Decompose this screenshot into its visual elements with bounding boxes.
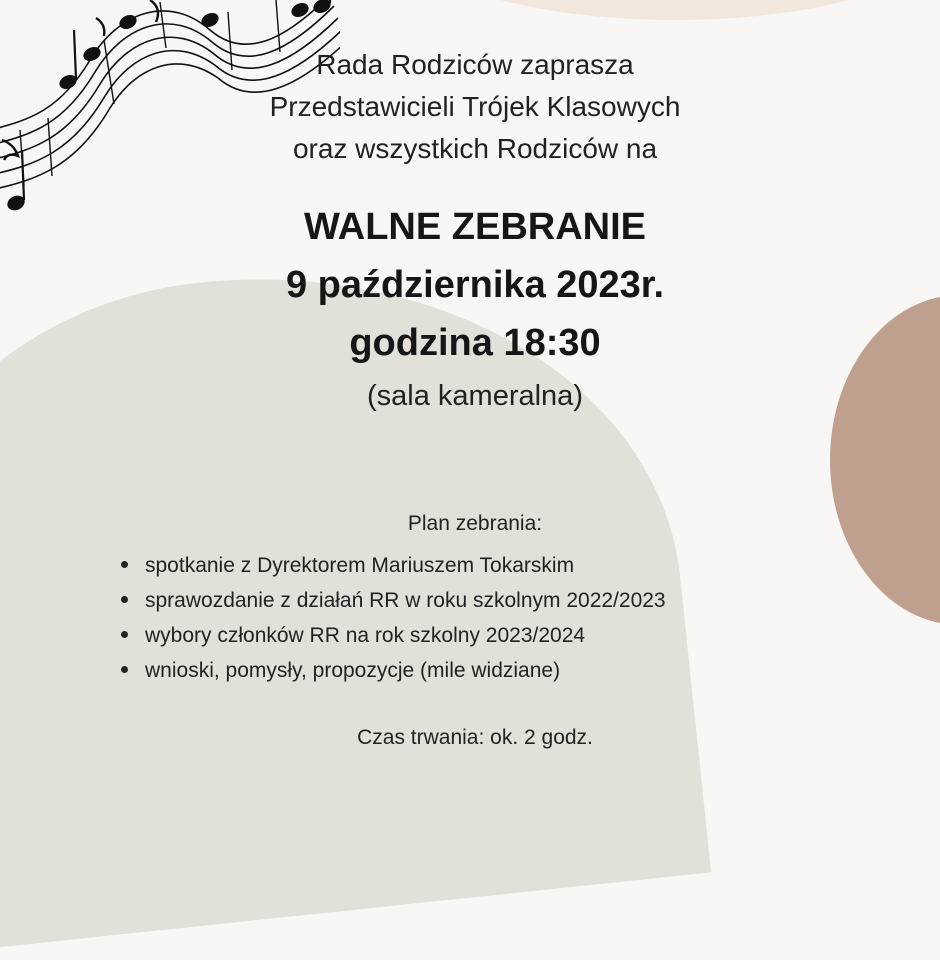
invitation-line-2: Przedstawicieli Trójek Klasowych [269,91,681,122]
duration-text: Czas trwania: ok. 2 godz. [357,726,593,749]
plan-title: Plan zebrania: [407,512,543,535]
agenda-item-text: wybory członków RR na rok szkolny 2023/2024 [145,624,586,647]
agenda-item-text: spotkanie z Dyrektorem Mariuszem Tokarskim [145,554,575,577]
invitation-line-1: Rada Rodziców zaprasza [316,49,634,80]
agenda-item [118,583,666,618]
bullet-icon [121,631,128,638]
event-title: WALNE ZEBRANIE [304,206,646,248]
bullet-icon [121,561,128,568]
background-blob-top [405,0,940,20]
invitation-block [0,44,940,170]
event-location: (sala kameralna) [367,380,583,412]
event-date: 9 października 2023r. [285,264,665,306]
agenda-item [118,653,666,688]
bullet-icon [121,666,128,673]
bullet-icon [121,596,128,603]
agenda-item-text: wnioski, pomysły, propozycje (mile widziane) [145,659,561,682]
agenda-list [118,548,666,688]
event-time: godzina 18:30 [349,322,601,364]
agenda-item [118,618,666,653]
agenda-item [118,548,666,583]
invitation-line-3: oraz wszystkich Rodziców na [292,133,658,164]
event-heading [0,198,940,372]
agenda-item-text: sprawozdanie z działań RR w roku szkolnym 2022/2023 [145,589,666,612]
